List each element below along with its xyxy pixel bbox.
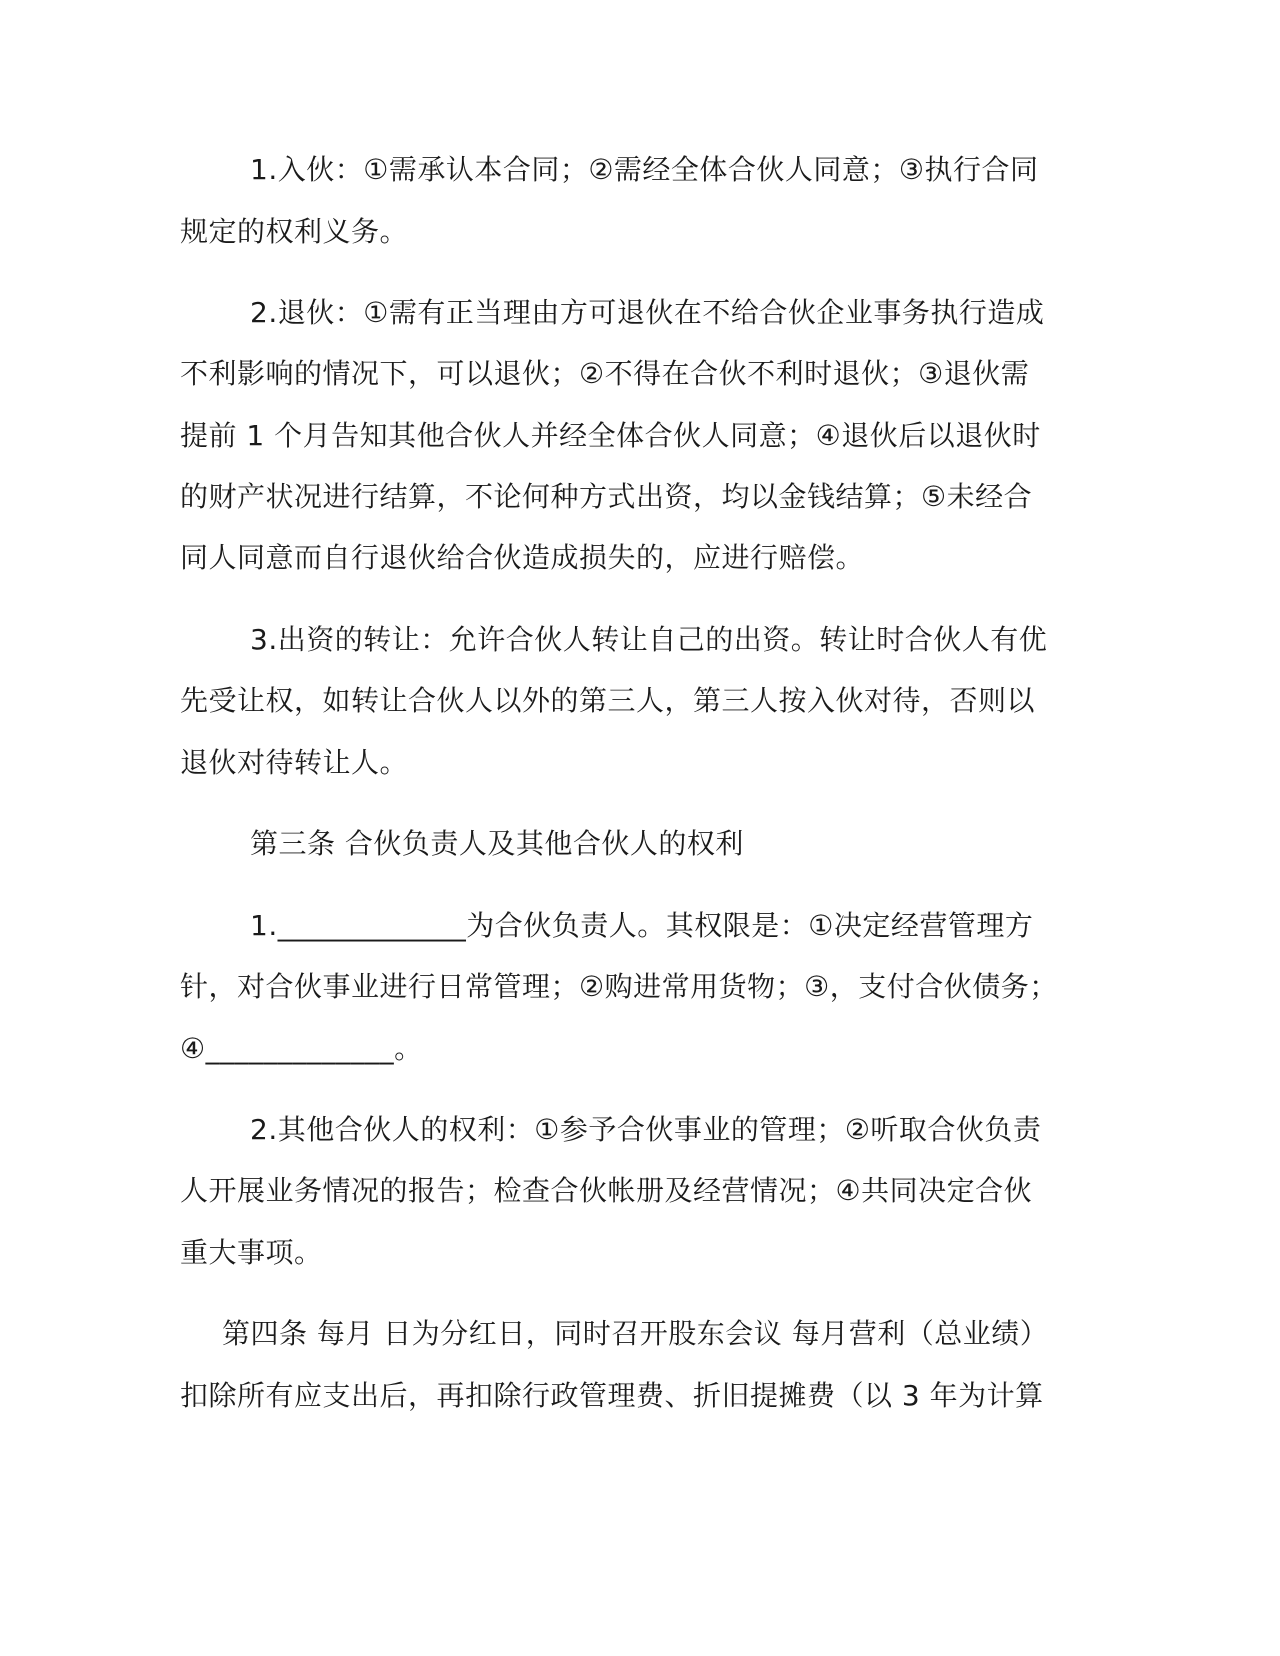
paragraph-5-line-2: 针，对合伙事业进行日常管理；②购进常用货物；③，支付合伙债务；: [180, 970, 1058, 1003]
paragraph-6-line-1: 2.其他合伙人的权利：①参予合伙事业的管理；②听取合伙负责: [250, 1113, 1042, 1146]
paragraph-1-line-2: 规定的权利义务。: [180, 215, 409, 248]
paragraph-2-line-2: 不利影响的情况下，可以退伙；②不得在合伙不利时退伙；③退伙需: [180, 357, 1030, 390]
paragraph-2-line-1: 2.退伙：①需有正当理由方可退伙在不给合伙企业事务执行造成: [250, 296, 1045, 329]
paragraph-5-line-1: 1._____________为合伙负责人。其权限是：①决定经营管理方: [250, 909, 1034, 942]
paragraph-7-line-2: 扣除所有应支出后，再扣除行政管理费、折旧提摊费（以 3 年为计算: [180, 1379, 1044, 1412]
paragraph-2-line-5: 同人同意而自行退伙给合伙造成损失的，应进行赔偿。: [180, 541, 865, 574]
article-3-heading: 第三条 合伙负责人及其他合伙人的权利: [250, 827, 744, 860]
paragraph-3-line-2: 先受让权，如转让合伙人以外的第三人，第三人按入伙对待，否则以: [180, 684, 1036, 717]
paragraph-1-line-1: 1.入伙：①需承认本合同；②需经全体合伙人同意；③执行合同: [250, 153, 1039, 186]
paragraph-6-line-2: 人开展业务情况的报告；检查合伙帐册及经营情况；④共同决定合伙: [180, 1174, 1033, 1207]
paragraph-3-line-1: 3.出资的转让：允许合伙人转让自己的出资。转让时合伙人有优: [250, 623, 1048, 656]
paragraph-6-line-3: 重大事项。: [180, 1236, 323, 1269]
paragraph-7-line-1: 第四条 每月 日为分红日，同时召开股东会议 每月营利（总业绩）: [222, 1317, 1049, 1350]
paragraph-5-line-3: ④_____________。: [180, 1032, 423, 1065]
paragraph-2-line-4: 的财产状况进行结算，不论何种方式出资，均以金钱结算；⑤未经合: [180, 480, 1033, 513]
paragraph-2-line-3: 提前 1 个月告知其他合伙人并经全体合伙人同意；④退伙后以退伙时: [180, 419, 1041, 452]
paragraph-3-line-3: 退伙对待转让人。: [180, 746, 409, 779]
